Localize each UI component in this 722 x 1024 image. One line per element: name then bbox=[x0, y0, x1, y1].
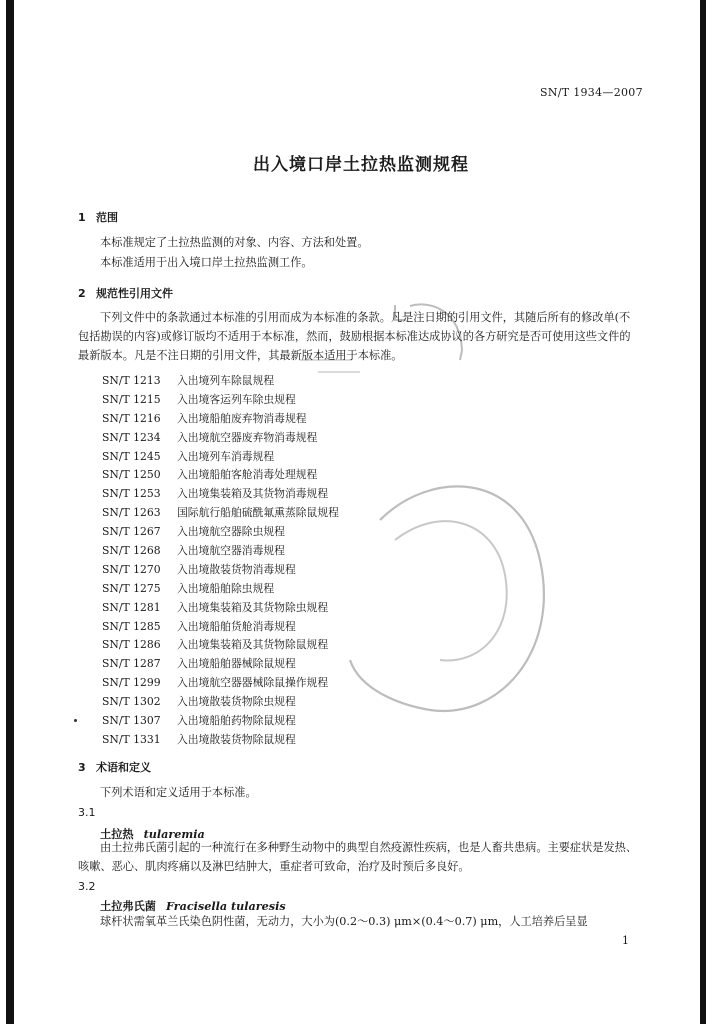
reference-title: 入出境船舶客舱消毒处理规程 bbox=[177, 468, 318, 482]
section-2-heading bbox=[78, 285, 173, 301]
reference-item bbox=[102, 372, 339, 391]
term-3-1-definition: 由土拉弗氏菌引起的一种流行在多种野生动物中的典型自然疫源性疾病，也是人畜共患病。主要症状是发热、咳嗽、恶心、肌肉疼痛以及淋巴结肿大，重症者可致命，治疗及时预后多良好。 bbox=[78, 841, 638, 873]
section-1-heading bbox=[78, 209, 118, 225]
term-chinese: 土拉热 bbox=[100, 828, 134, 841]
reference-item bbox=[102, 599, 339, 618]
reference-title: 入出境集装箱及其货物除虫规程 bbox=[177, 600, 329, 614]
term-english: Fracisella tularesis bbox=[165, 899, 286, 913]
reference-title: 入出境航空器废弃物消毒规程 bbox=[177, 430, 318, 444]
reference-item bbox=[102, 561, 339, 580]
reference-item bbox=[102, 655, 339, 674]
section-2-intro: 下列文件中的条款通过本标准的引用而成为本标准的条款。凡是注日期的引用文件，其随后所有的修改单(不包括勘误的内容)或修订版均不适用于本标准，然而，鼓励根据本标准达成协议的各方研究是否可使用这些文件的最新版本。凡是不注日期的引用文件，其最新版本适用于本标准。 bbox=[78, 311, 631, 362]
term-3-1-number: 3.1 bbox=[78, 806, 96, 819]
term-english: tularemia bbox=[143, 827, 205, 841]
reference-code: SN/T 1250 bbox=[102, 468, 161, 482]
reference-code: SN/T 1285 bbox=[102, 619, 161, 633]
reference-item bbox=[102, 618, 339, 637]
page-number: 1 bbox=[622, 934, 629, 947]
scan-speck bbox=[74, 719, 77, 722]
reference-title: 入出境列车除鼠规程 bbox=[177, 374, 275, 387]
reference-item bbox=[102, 636, 339, 655]
reference-title: 入出境散装货物消毒规程 bbox=[177, 562, 296, 576]
reference-code: SN/T 1213 bbox=[102, 374, 161, 387]
reference-code: SN/T 1267 bbox=[102, 525, 161, 539]
reference-code: SN/T 1286 bbox=[102, 638, 161, 652]
reference-item bbox=[102, 391, 339, 410]
reference-item bbox=[102, 485, 339, 504]
section-3-heading bbox=[78, 759, 151, 775]
reference-item bbox=[102, 542, 339, 561]
reference-item bbox=[102, 504, 339, 523]
reference-item bbox=[102, 693, 339, 712]
section-title: 规范性引用文件 bbox=[96, 287, 173, 300]
reference-code: SN/T 1287 bbox=[102, 657, 161, 671]
term-chinese: 土拉弗氏菌 bbox=[100, 900, 156, 913]
section-title: 术语和定义 bbox=[96, 761, 151, 774]
reference-title: 入出境船舶药物除鼠规程 bbox=[177, 714, 296, 728]
reference-title: 入出境船舶废弃物消毒规程 bbox=[177, 411, 307, 425]
reference-code: SN/T 1307 bbox=[102, 714, 161, 728]
reference-title: 入出境航空器除虫规程 bbox=[177, 525, 285, 539]
term-3-2-definition: 球杆状需氧革兰氏染色阴性菌，无动力，大小为(0.2～0.3) μm×(0.4～0.7) μm，人工培养后呈显 bbox=[100, 915, 588, 928]
reference-title: 国际航行船舶硫酰氟熏蒸除鼠规程 bbox=[177, 506, 339, 520]
section-number: 1 bbox=[78, 211, 86, 224]
reference-title: 入出境船舶货舱消毒规程 bbox=[177, 619, 296, 633]
reference-code: SN/T 1275 bbox=[102, 581, 161, 595]
page-title: 出入境口岸土拉热监测规程 bbox=[253, 155, 469, 175]
reference-code: SN/T 1253 bbox=[102, 487, 161, 501]
reference-item bbox=[102, 410, 339, 429]
reference-code: SN/T 1281 bbox=[102, 600, 161, 614]
section-1-paragraph-2: 本标准适用于出入境口岸土拉热监测工作。 bbox=[100, 256, 313, 269]
reference-item bbox=[102, 466, 339, 485]
reference-code: SN/T 1270 bbox=[102, 562, 161, 576]
reference-item bbox=[102, 429, 339, 448]
reference-code: SN/T 1263 bbox=[102, 506, 161, 520]
reference-code: SN/T 1216 bbox=[102, 411, 161, 425]
reference-title: 入出境散装货物除虫规程 bbox=[177, 695, 296, 709]
reference-code: SN/T 1234 bbox=[102, 430, 161, 444]
reference-title: 入出境航空器消毒规程 bbox=[177, 544, 285, 558]
reference-title: 入出境散装货物除鼠规程 bbox=[177, 732, 296, 746]
section-number: 3 bbox=[78, 761, 86, 774]
term-3-2-number: 3.2 bbox=[78, 880, 96, 893]
reference-code: SN/T 1299 bbox=[102, 676, 161, 690]
reference-item bbox=[102, 448, 339, 467]
reference-title: 入出境航空器器械除鼠操作规程 bbox=[177, 676, 329, 690]
reference-item bbox=[102, 523, 339, 542]
reference-title: 入出境列车消毒规程 bbox=[177, 449, 275, 463]
reference-title: 入出境船舶器械除鼠规程 bbox=[177, 657, 296, 671]
section-number: 2 bbox=[78, 287, 86, 300]
reference-title: 入出境船舶除虫规程 bbox=[177, 581, 275, 595]
reference-title: 入出境客运列车除虫规程 bbox=[177, 392, 296, 406]
standard-number: SN/T 1934—2007 bbox=[540, 86, 643, 99]
reference-item bbox=[102, 712, 339, 731]
reference-item bbox=[102, 731, 339, 750]
reference-list bbox=[102, 372, 339, 750]
reference-title: 入出境集装箱及其货物除鼠规程 bbox=[177, 638, 329, 652]
section-1-paragraph-1: 本标准规定了土拉热监测的对象、内容、方法和处置。 bbox=[100, 236, 369, 249]
reference-code: SN/T 1268 bbox=[102, 544, 161, 558]
reference-code: SN/T 1215 bbox=[102, 392, 161, 406]
section-3-intro: 下列术语和定义适用于本标准。 bbox=[100, 786, 257, 799]
reference-title: 入出境集装箱及其货物消毒规程 bbox=[177, 487, 329, 501]
section-title: 范围 bbox=[96, 211, 118, 224]
reference-code: SN/T 1245 bbox=[102, 449, 161, 463]
reference-code: SN/T 1331 bbox=[102, 732, 161, 746]
reference-item bbox=[102, 580, 339, 599]
reference-item bbox=[102, 674, 339, 693]
reference-code: SN/T 1302 bbox=[102, 695, 161, 709]
